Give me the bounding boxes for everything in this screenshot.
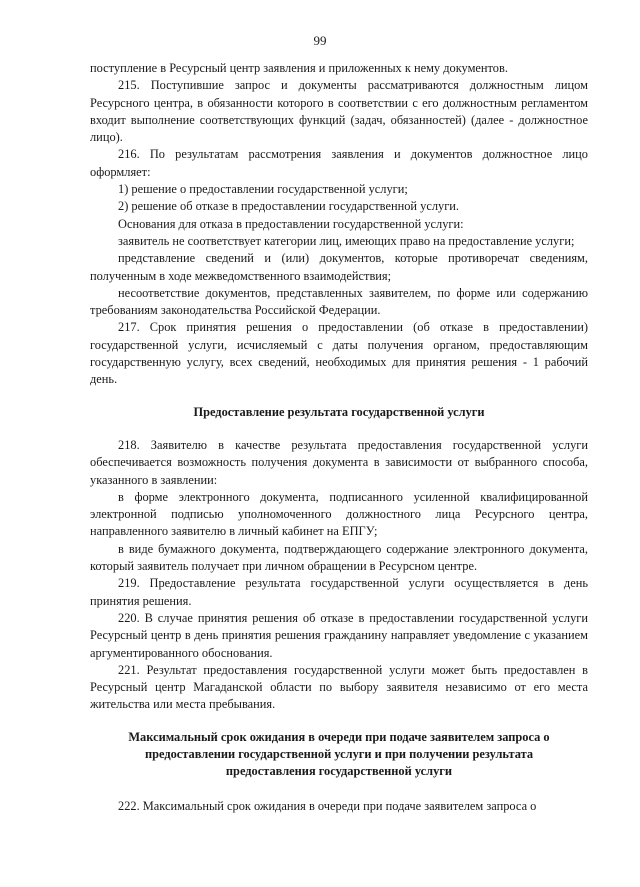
paragraph-219: 219. Предоставление результата государственной услуги осуществляется в день принятия решения.: [90, 576, 588, 608]
page-number: 99: [313, 33, 327, 48]
section-heading: Предоставление результата государственной услуги: [193, 404, 485, 419]
paragraph-217: 217. Срок принятия решения о предоставлении (об отказе в предоставлении) государственной услуги, исчисляемый с даты получения органом, предоставляющим государственную услугу, всех сведений, необходимых для принятия решения - 1 рабочий день.: [90, 320, 588, 387]
paragraph: несоответствие документов, представленных заявителем, по форме или содержанию требованиям законодательства Российской Федерации.: [90, 285, 588, 318]
paragraph: Основания для отказа в предоставлении государственной услуги:: [118, 216, 464, 231]
list-item-1: 1) решение о предоставлении государственной услуги;: [118, 182, 408, 197]
paragraph-216: 216. По результатам рассмотрения заявления и документов должностное лицо оформляет:: [90, 147, 588, 179]
paragraph: представление сведений и (или) документов, которые противоречат сведениям, полученным в ходе межведомственного взаимодействия;: [90, 251, 588, 283]
paragraph: поступление в Ресурсный центр заявления и приложенных к нему документов.: [90, 61, 508, 75]
paragraph-215: 215. Поступившие запрос и документы рассматриваются должностным лицом Ресурсного центра, в обязанности которого в соответствии с его должностным регламентом входит выполнение соответствующих функций (задач, обязанностей) (далее - должностное лицо).: [90, 78, 588, 145]
paragraph-221: 221. Результат предоставления государственной услуги может быть предоставлен в Ресурсный центр Магаданской области по выбору заявителя независимо от его места жительства или места пребывания.: [90, 662, 588, 712]
paragraph: в форме электронного документа, подписанного усиленной квалифицированной электронной подписью уполномоченного должностного лица Ресурсного центра, направленного заявителю в личный кабинет на ЕПГУ;: [90, 489, 588, 539]
paragraph: заявитель не соответствует категории лиц, имеющих право на предоставление услуги;: [118, 233, 575, 248]
paragraph-222: 222. Максимальный срок ожидания в очереди при подаче заявителем запроса о: [118, 798, 537, 813]
page-content: [90, 60, 588, 815]
section-heading: Максимальный срок ожидания в очереди при подаче заявителем запроса о предоставлении государственной услуги и при получении результата предоставления государственной услуги: [128, 729, 550, 779]
paragraph: в виде бумажного документа, подтверждающего содержание электронного документа, который заявитель получает при личном обращении в Ресурсном центре.: [90, 541, 588, 574]
paragraph-220: 220. В случае принятия решения об отказе в предоставлении государственной услуги Ресурсный центр в день принятия решения гражданину направляет уведомление с указанием аргументированного обоснования.: [90, 610, 588, 660]
list-item-2: 2) решение об отказе в предоставлении государственной услуги.: [118, 199, 460, 214]
paragraph-218: 218. Заявителю в качестве результата предоставления государственной услуги обеспечивается возможность получения документа в зависимости от выбранного способа, указанного в заявлении:: [90, 437, 588, 487]
